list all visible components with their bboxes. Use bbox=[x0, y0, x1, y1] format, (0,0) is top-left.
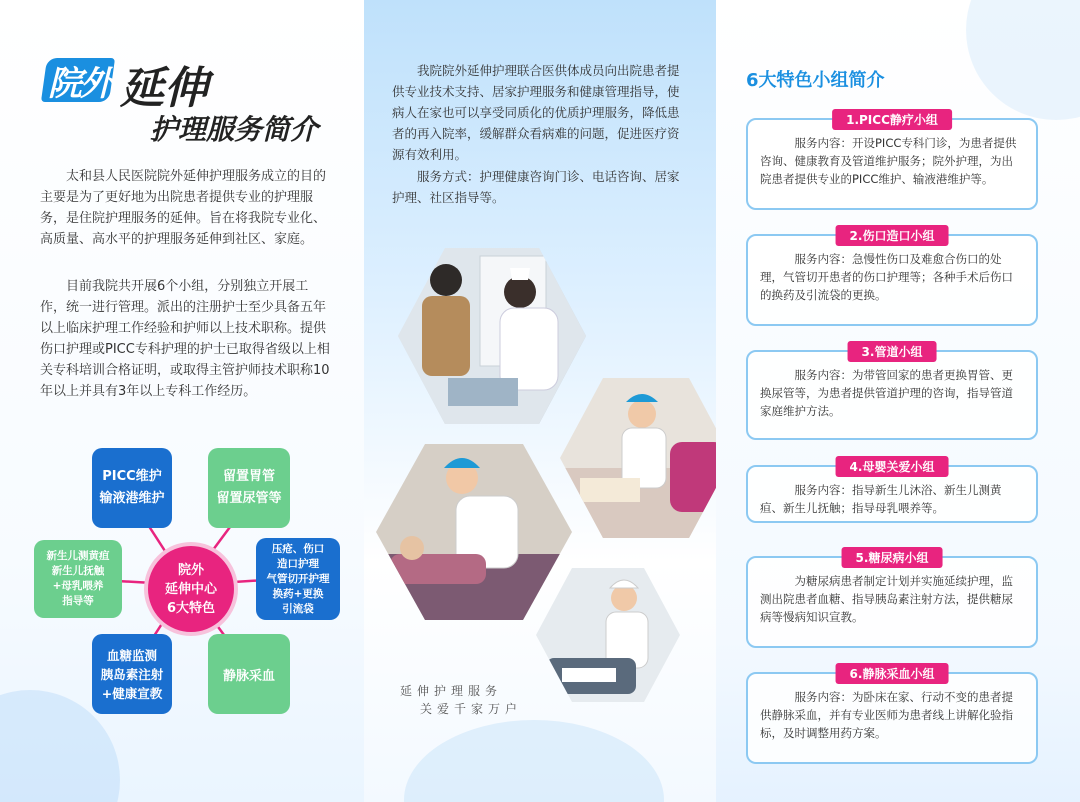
group-card-picc bbox=[746, 113, 1038, 210]
center-line: 院外 bbox=[177, 562, 204, 578]
middle-paragraph-2: 服务方式：护理健康咨询门诊、电话咨询、居家护理、社区指导等。 bbox=[392, 169, 680, 205]
node-line: 换药+更换 bbox=[272, 587, 324, 600]
group-tag: 6.静脉采血小组 bbox=[836, 663, 949, 684]
node-line: 引流袋 bbox=[282, 602, 314, 615]
group-description: 服务内容：指导新生儿沐浴、新生儿测黄疸、新生儿抚触；指导母乳喂养等。 bbox=[760, 483, 1002, 515]
slogan-line-2: 关爱千家万户 bbox=[420, 702, 523, 716]
node-line: +母乳喂养 bbox=[52, 580, 104, 592]
node-line: 留置尿管等 bbox=[216, 491, 282, 506]
mindmap-node-blood bbox=[208, 634, 290, 714]
decor-circle bbox=[966, 0, 1080, 120]
mindmap-node-newborn bbox=[34, 540, 122, 618]
node-line: PICC维护 bbox=[102, 469, 162, 484]
group-tag: 2.伤口造口小组 bbox=[836, 225, 949, 246]
center-line: 延伸中心 bbox=[164, 581, 217, 597]
node-line: 压疮、伤口 bbox=[271, 542, 325, 555]
node-line: 留置胃管 bbox=[222, 469, 275, 484]
mindmap-center bbox=[144, 542, 238, 636]
node-line: +健康宣教 bbox=[101, 685, 163, 701]
middle-paragraph-1: 我院院外延伸护理联合医供体成员向出院患者提供专业技术支持、居家护理服务和健康管理指导，使病人在家也可以享受同质化的优质护理服务，降低患者的再入院率，缓解群众看病难的问题，促进医疗资源有效利用。 bbox=[392, 63, 680, 162]
decor-circle bbox=[404, 720, 664, 802]
title-highlight: 院外 bbox=[48, 64, 112, 104]
mindmap-node-wound bbox=[256, 538, 340, 620]
slogan-line-1: 延伸护理服务 bbox=[400, 684, 503, 698]
node-line: 输液港维护 bbox=[99, 491, 165, 506]
node-line: 新生儿测黄疸 bbox=[46, 550, 110, 562]
node-line: 静脉采血 bbox=[222, 668, 275, 684]
center-line: 6大特色 bbox=[166, 600, 216, 616]
title-subtitle: 护理服务简介 bbox=[150, 113, 319, 146]
mindmap-node-glucose bbox=[92, 634, 172, 714]
node-line: 血糖监测 bbox=[106, 647, 157, 663]
groups-heading: 6大特色小组简介 bbox=[746, 70, 885, 91]
intro-paragraph-2: 目前我院共开展6个小组，分别独立开展工作，统一进行管理。派出的注册护士至少具备五年以上临床护理工作经验和护师以上技术职称。提供伤口护理或PICC专科护理的护士已取得省级以上相关专科培训合格证明，或取得主管护师技术职称10年以上并具有3年以上专科工作经历。 bbox=[40, 279, 330, 399]
group-tag: 1.PICC静疗小组 bbox=[832, 109, 952, 130]
node-line: 指导等 bbox=[62, 595, 94, 607]
node-line: 新生儿抚触 bbox=[51, 565, 105, 577]
group-description: 服务内容：开设PICC专科门诊，为患者提供咨询、健康教育及管道维护服务；院外护理，为出院患者提供专业的PICC维护、输液港维护等。 bbox=[760, 136, 1017, 186]
group-card-maternal bbox=[746, 460, 1038, 523]
group-description: 服务内容：为带管回家的患者更换胃管、更换尿管等，为患者提供管道护理的咨询，指导管道家庭维护方法。 bbox=[760, 368, 1013, 418]
title-main: 延伸 bbox=[120, 63, 208, 114]
group-card-tube bbox=[746, 345, 1038, 440]
group-card-blood bbox=[746, 667, 1038, 764]
mindmap-node-picc bbox=[92, 448, 172, 528]
group-tag: 5.糖尿病小组 bbox=[842, 547, 943, 568]
node-line: 胰岛素注射 bbox=[100, 666, 164, 682]
mindmap-node-catheter bbox=[208, 448, 290, 528]
group-description: 服务内容：为卧床在家、行动不变的患者提供静脉采血，并有专业医师为患者线上讲解化验指标，及时调整用药方案。 bbox=[760, 690, 1013, 740]
group-card-diabetes bbox=[746, 551, 1038, 648]
group-description: 为糖尿病患者制定计划并实施延续护理，监测出院患者血糖、指导胰岛素注射方法，提供糖尿病等慢病知识宣教。 bbox=[760, 574, 1013, 624]
group-tag: 4.母婴关爱小组 bbox=[836, 456, 949, 477]
group-tag: 3.管道小组 bbox=[848, 341, 937, 362]
intro-paragraph-1: 太和县人民医院院外延伸护理服务成立的目的主要是为了更好地为出院患者提供专业的护理服务，是住院护理服务的延伸。旨在将我院专业化、高质量、高水平的护理服务延伸到社区、家庭。 bbox=[40, 169, 327, 247]
group-description: 服务内容：急慢性伤口及难愈合伤口的处理，气管切开患者的伤口护理等；各种手术后伤口的换药及引流袋的更换。 bbox=[760, 252, 1013, 302]
node-line: 造口护理 bbox=[277, 557, 319, 570]
node-line: 气管切开护理 bbox=[266, 572, 330, 585]
group-card-wound bbox=[746, 229, 1038, 326]
